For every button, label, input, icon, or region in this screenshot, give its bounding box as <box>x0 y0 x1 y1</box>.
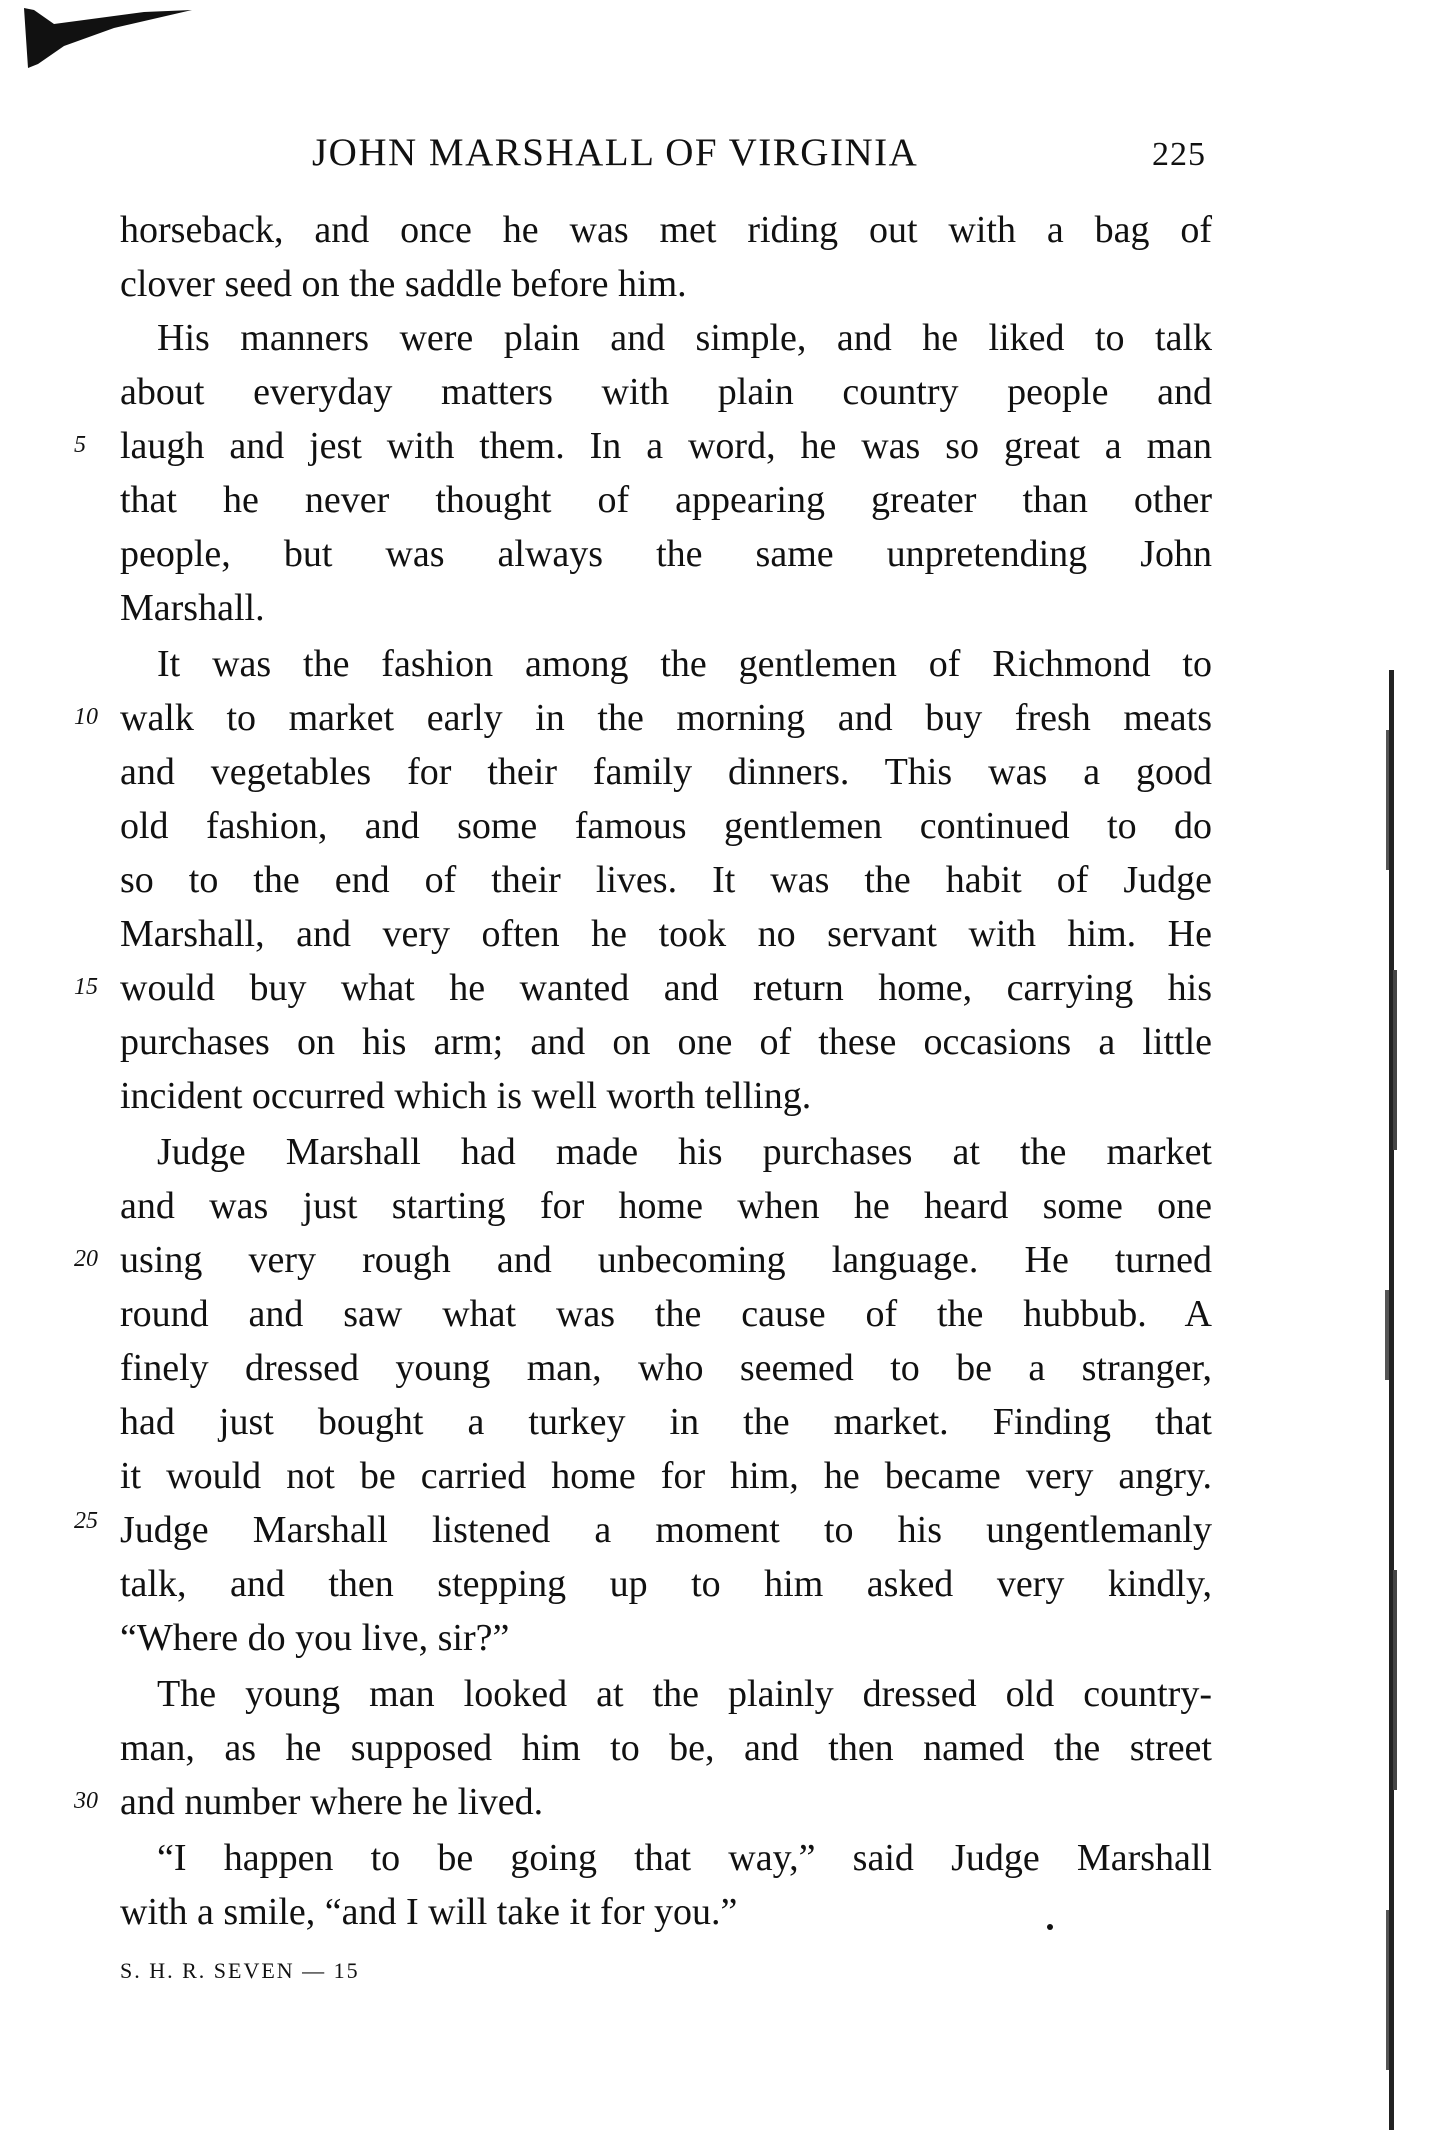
text-line: round and saw what was the cause of the hubbub. A <box>120 1293 1212 1335</box>
text-line: purchases on his arm; and on one of these occasions a little <box>120 1021 1212 1063</box>
text-line: clover seed on the saddle before him. <box>120 263 687 305</box>
page-number: 225 <box>1152 136 1206 173</box>
text-line: about everyday matters with plain country people and <box>120 371 1212 413</box>
line-number: 10 <box>74 704 98 730</box>
text-line: The young man looked at the plainly dressed old country- <box>157 1673 1212 1715</box>
text-line: man, as he supposed him to be, and then named the street <box>120 1727 1212 1769</box>
text-line: and vegetables for their family dinners. This was a good <box>120 751 1212 793</box>
text-line: and was just starting for home when he heard some one <box>120 1185 1212 1227</box>
binding-edge-shadow <box>1384 670 1400 2130</box>
text-line: finely dressed young man, who seemed to be a stranger, <box>120 1347 1212 1389</box>
text-line: that he never thought of appearing greater than other <box>120 479 1212 521</box>
text-line: incident occurred which is well worth telling. <box>120 1075 812 1117</box>
text-line: horseback, and once he was met riding out with a bag of <box>120 209 1212 251</box>
text-line: using very rough and unbecoming language. He turned <box>120 1239 1212 1281</box>
text-line: His manners were plain and simple, and he liked to talk <box>157 317 1212 359</box>
text-line: walk to market early in the morning and buy fresh meats <box>120 697 1212 739</box>
scan-artifact-mark <box>24 6 194 70</box>
text-line: Marshall. <box>120 587 265 629</box>
text-line: It was the fashion among the gentlemen of Richmond to <box>157 643 1212 685</box>
text-line: Marshall, and very often he took no servant with him. He <box>120 913 1212 955</box>
text-line: “Where do you live, sir?” <box>120 1617 510 1659</box>
text-line: Judge Marshall had made his purchases at the market <box>157 1131 1212 1173</box>
text-line: would buy what he wanted and return home, carrying his <box>120 967 1212 1009</box>
text-line: Judge Marshall listened a moment to his ungentlemanly <box>120 1509 1212 1551</box>
line-number: 25 <box>74 1508 98 1534</box>
text-line: and number where he lived. <box>120 1781 544 1823</box>
line-number: 15 <box>74 974 98 1000</box>
text-line: “I happen to be going that way,” said Judge Marshall <box>157 1837 1212 1879</box>
text-line: with a smile, “and I will take it for you.” <box>120 1891 738 1933</box>
text-line: old fashion, and some famous gentlemen continued to do <box>120 805 1212 847</box>
text-line: people, but was always the same unpretending John <box>120 533 1212 575</box>
running-head-title: JOHN MARSHALL OF VIRGINIA <box>312 131 919 174</box>
text-line: had just bought a turkey in the market. Finding that <box>120 1401 1212 1443</box>
text-line: so to the end of their lives. It was the habit of Judge <box>120 859 1212 901</box>
text-line: talk, and then stepping up to him asked very kindly, <box>120 1563 1212 1605</box>
line-number: 5 <box>74 432 86 458</box>
text-line: laugh and jest with them. In a word, he was so great a man <box>120 425 1212 467</box>
signature-mark: S. H. R. SEVEN — 15 <box>120 1958 360 1983</box>
line-number: 30 <box>74 1788 98 1814</box>
text-line: it would not be carried home for him, he became very angry. <box>120 1455 1212 1497</box>
ink-speck <box>1047 1924 1053 1930</box>
line-number: 20 <box>74 1246 98 1272</box>
running-head <box>0 130 1431 180</box>
